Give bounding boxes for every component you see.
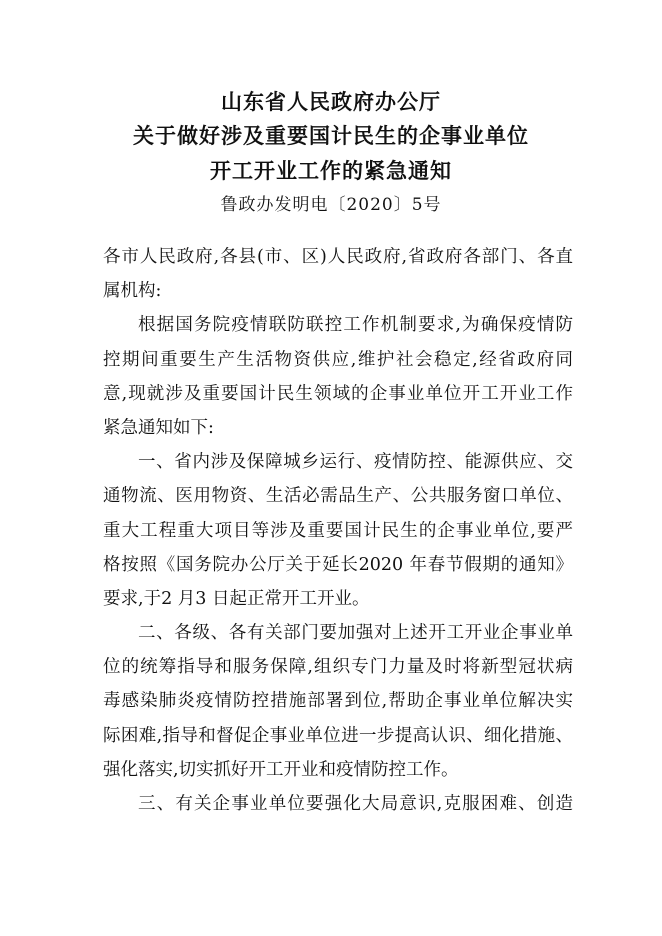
paragraph-1-line: 一、省内涉及保障城乡运行、疫情防控、能源供应、交 bbox=[138, 452, 573, 473]
title-line-1: 山东省人民政府办公厅 bbox=[221, 90, 441, 114]
paragraph-2-line: 毒感染肺炎疫情防控措施部署到位,帮助企事业单位解决实 bbox=[103, 691, 573, 712]
document-number: 鲁政办发明电〔2020〕5号 bbox=[220, 195, 442, 215]
paragraph-3-line: 三、有关企事业单位要强化大局意识,克服困难、创造 bbox=[138, 794, 573, 814]
paragraph-1-line: 重大工程重大项目等涉及重要国计民生的企事业单位,要严 bbox=[103, 520, 573, 541]
document-body bbox=[103, 240, 573, 821]
paragraph-2-line: 二、各级、各有关部门要加强对上述开工开业企事业单 bbox=[138, 623, 573, 644]
paragraph-1-line-end: 要求,于2 月3 日起正常开工开业。 bbox=[103, 588, 370, 609]
paragraph-1-line: 通物流、医用物资、生活必需品生产、公共服务窗口单位、 bbox=[103, 486, 573, 507]
salutation-line: 各市人民政府,各县(市、区)人民政府,省政府各部门、各直 bbox=[103, 247, 573, 267]
paragraph-intro-line-end: 紧急通知如下: bbox=[103, 417, 214, 438]
salutation-line-end: 属机构: bbox=[103, 281, 162, 302]
paragraph-2-line: 际困难,指导和督促企事业单位进一步提高认识、细化措施、 bbox=[103, 725, 573, 746]
paragraph-intro-line: 根据国务院疫情联防联控工作机制要求,为确保疫情防 bbox=[138, 315, 573, 336]
title-line-3: 开工开业工作的紧急通知 bbox=[210, 159, 452, 183]
title-line-2: 关于做好涉及重要国计民生的企事业单位 bbox=[133, 124, 529, 148]
paragraph-intro-line: 控期间重要生产生活物资供应,维护社会稳定,经省政府同 bbox=[103, 349, 573, 370]
paragraph-intro-line: 意,现就涉及重要国计民生领域的企事业单位开工开业工作 bbox=[103, 383, 573, 404]
paragraph-1-line: 格按照《国务院办公厅关于延长2020 年春节假期的通知》 bbox=[103, 554, 573, 575]
paragraph-2-line: 位的统筹指导和服务保障,组织专门力量及时将新型冠状病 bbox=[103, 657, 573, 678]
paragraph-2-line-end: 强化落实,切实抓好开工开业和疫情防控工作。 bbox=[103, 759, 459, 780]
